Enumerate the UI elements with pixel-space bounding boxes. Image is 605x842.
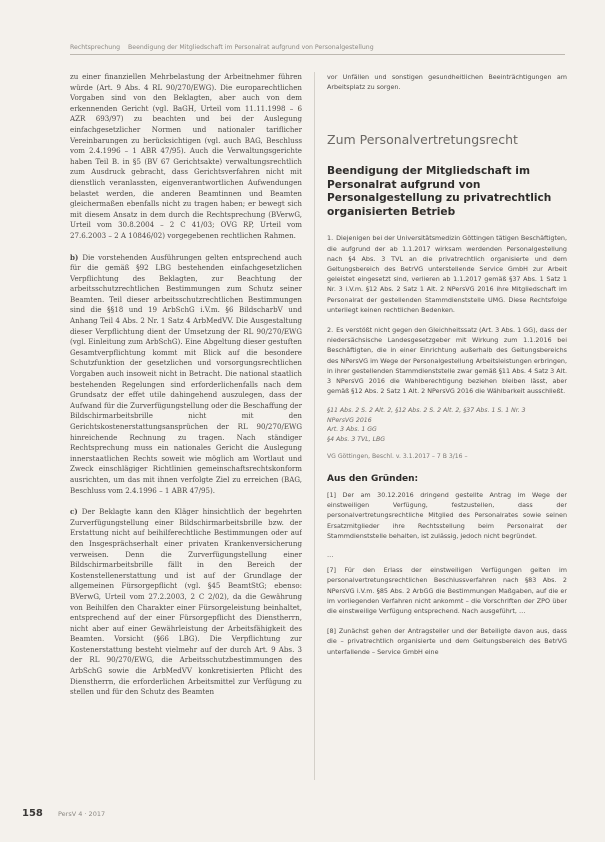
grounds-paragraph-8: [8] Zunächst gehen der Antragsteller und der Beteiligte davon aus, dass die – privatrechtlich organisierte und dem Geltungsbereich des BetrVG unterfallende – Service GmbH eine bbox=[327, 627, 567, 656]
norm-line: NPersVG 2016 bbox=[327, 416, 372, 424]
omission-marker: … bbox=[327, 551, 334, 560]
article-title: Beendigung der Mitgliedschaft im Personalrat aufgrund von Personalgestellung zu privatrechtlich organisierten Betrieb bbox=[327, 165, 552, 218]
left-paragraph-c bbox=[70, 507, 302, 698]
paragraph-label-c: c) bbox=[70, 507, 78, 517]
page-footer bbox=[22, 801, 105, 820]
paragraph-b-text: Die vorstehenden Ausführungen gelten entsprechend auch für die gemäß §92 LBG bestehenden einfachgesetzlichen Verpflichtung des Beklagten, zur Beachtung der arbeitsschutzrechtlichen Bestimmungen zum Schutz seiner Beamten. Teil dieser arbeitsschutzrechtlichen Bestimmungen sind die §§18 und 19 ArbSchG i.V.m. §6 BildscharbV und Anhang Teil 4 Abs. 2 Nr. 1 Satz 4 ArbMedVV. Die Ausgestaltung dieser Verpflichtung dient der Umsetzung der RL 90/270/EWG (vgl. Einleitung zum ArbSchG). Eine Abgeltung dieser gestuften Gesamtverpflichtung kommt mit Blick auf die besondere Schutzfunktion der gesetzlichen und vorsorgungsrechtlichen Vorgaben auch insoweit nicht in Betracht. Die national staatlich bestehenden Regelungen sind erforderlichenfalls nach dem Grundsatz der effet utile dahingehend auszulegen, dass der Aufwand für die Zurverfügungstellung oder die Beschaffung der Bildschirmarbeitsbrille nicht mit den Gerichtskostenerstattungsansprüchen der RL 90/270/EWG hinreichende Rechnung zu tragen. Nach ständiger Rechtsprechung muss ein nationales Gericht die Auslegung innerstaatlichen Rechts soweit wie möglich am Wortlaut und Zweck einschlägiger Richtlinien gemeinschaftsrechtskonform ausrichten, um das mit ihnen verfolgte Ziel zu erreichen (BAG, Beschluss vom 2.4.1996 – 1 ABR 47/95). bbox=[70, 252, 302, 495]
header-title: Beendigung der Mitgliedschaft im Personalrat aufgrund von Personalgestellung bbox=[128, 44, 374, 51]
headnote-1-text: Diejenigen bei der Universitätsmedizin Göttingen tätigen Beschäftigten, die aufgrund der ab 1.1.2017 wirksam werdenden Personalgestellung nach §4 Abs. 3 TVL an die privatrechtlich organisierte und dem Geltungsbereich des BetrVG unterstellende Service GmbH zur Arbeit geleistet eingesetzt sind, verlieren ab 1.1.2017 gemäß §37 Abs. 1 Satz 1 Nr. 3 i.V.m. §12 Abs. 2 Satz 1 Alt. 2 NPersVG 2016 ihre Mitgliedschaft im Personalrat der gestellenden Stammdienststelle UMG. Diese Rechtsfolge unterliegt keinen rechtlichen Bedenken. bbox=[327, 234, 567, 314]
norms-list bbox=[327, 406, 567, 444]
section-title: Zum Personalvertretungsrecht bbox=[327, 132, 518, 148]
column-divider bbox=[314, 72, 315, 780]
header-section: Rechtsprechung bbox=[70, 44, 121, 51]
headnote-2-number: 2. bbox=[327, 326, 334, 335]
grounds-paragraph-1: [1] Der am 30.12.2016 dringend gestellte Antrag im Wege der einstweiligen Verfügung, festzustellen, dass der personalvertretungsrechtliche Mitglied des Personalrates sowie seinen Ersatzmitglieder ihre Rechtsstellung beim Personalrat der Stammdienststelle behalten, ist zulässig, jedoch nicht begründet. bbox=[327, 491, 567, 540]
headnote-2-text: Es verstößt nicht gegen den Gleichheitssatz (Art. 3 Abs. 1 GG), dass der niedersächsische Landesgesetzgeber mit Wirkung zum 1.1.2016 bei Beschäftigten, die in einer Einrichtung außerhalb des Geltungsbereichs des NPersVG im Wege der Personalgestellung Arbeitsleistungen erbringen, in ihrer gestellenden Stammdienststelle zwar gemäß §11 Abs. 4 Satz 3 Alt. 3 NPersVG 2016 die Wahlberechtigung beziehen bleiben lässt, aber gemäß §12 Abs. 2 Satz 1 Alt. 2 NPersVG 2016 die Wählbarkeit ausschließt. bbox=[327, 326, 567, 396]
headnote-1 bbox=[327, 233, 567, 315]
headnote-2 bbox=[327, 325, 567, 396]
right-intro-paragraph: vor Unfällen und sonstigen gesundheitlichen Beeinträchtigungen am Arbeitsplatz zu sorgen. bbox=[327, 73, 567, 92]
norm-line: §11 Abs. 2 S. 2 Alt. 2, §12 Abs. 2 S. 2 Alt. 2, §37 Abs. 1 S. 1 Nr. 3 bbox=[327, 407, 526, 415]
running-header bbox=[70, 44, 565, 51]
page-number: 158 bbox=[22, 808, 43, 819]
left-column bbox=[70, 72, 302, 780]
left-paragraph-b bbox=[70, 253, 302, 497]
headnote-1-number: 1. bbox=[327, 234, 334, 243]
header-rule bbox=[70, 54, 565, 55]
court-citation: VG Göttingen, Beschl. v. 3.1.2017 – 7 B 3/16 – bbox=[327, 453, 468, 461]
norm-line: §4 Abs. 3 TVL, LBG bbox=[327, 435, 386, 443]
journal-issue: PersV 4 · 2017 bbox=[57, 810, 106, 818]
norm-line: Art. 3 Abs. 1 GG bbox=[327, 426, 377, 434]
paragraph-c-text: Der Beklagte kann den Kläger hinsichtlich der begehrten Zurverfügungstellung einer Bildschirmarbeitsbrille bzw. der Erstattung nicht auf beihilferechtliche Bestimmungen oder auf den Insgesprächserhalt einer privaten Krankenversicherung verweisen. Denn die Zurverfügungstellung einer Bildschirmarbeitsbrille fällt in den Bereich der Kostenstellenerstattung und ist auf der Grundlage der allgemeinen Fürsorgepflicht (vgl. §45 BeamtStG; ebenso: BVerwG, Urteil vom 27.2.2003, 2 C 2/02), da die Gewährung von Beihilfen den Charakter einer Fürsorgeleistung beinhaltet, entsprechend auf der einer Fürsorgepflicht des Dienstherrn, nicht aber auf einer Gewährleistung der Arbeitsfähigkeit des Beamten. Vorsicht (§66 LBG). Die Verpflichtung zur Kostenerstattung besteht vielmehr auf der durch Art. 9 Abs. 3 der RL 90/270/EWG, die Arbeitsschutzbestimmungen des ArbSchG sowie die ArbMedVV konkretisierten Pflicht des Dienstherrn, die erforderlichen Arbeitsmittel zur Verfügung zu stellen und für den Schutz des Beamten bbox=[70, 507, 302, 697]
grounds-paragraph-7: [7] Für den Erlass der einstweiligen Verfügungen gelten im personalvertretungsrechtlichen Beschlussverfahren nach §83 Abs. 2 NPersVG i.V.m. §85 Abs. 2 ArbGG die Bestimmungen Maßgaben, auf die er im vorliegenden Verfahren nicht ankommt – die Vorschriften der ZPO über die einstweilige Verfügung entsprechend. Nach ausgeführt, … bbox=[327, 566, 567, 615]
right-column bbox=[327, 72, 567, 780]
left-paragraph-1: zu einer finanziellen Mehrbelastung der Arbeitnehmer führen würde (Art. 9 Abs. 4 RL 90/270/EWG). Die europarechtlichen Vorgaben sind von den Beklagten, aber auch von dem erkennenden Gericht (vgl. BaGH, Urteil vom 11.11.1998 – 6 AZR 693/97) zu beachten und bei der Auslegung einfachgesetzlicher Normen und nationaler tariflicher Vereinbarungen zu berücksichtigen (vgl. auch BAG, Beschluss vom 2.4.1996 – 1 ABR 47/95). Auch die Verwaltungsgerichte haben Teil B. in §5 (BV 67 Gerichtsakte) verwaltungsrechtlich zum Ausdruck gebracht, dass Gerichtsverfahren nicht mit dienstlich veranlassten, eigenverantwortlichen Aufwendungen belastet werden, die anderen Beamtinnen und Beamten gleichermaßen ebenfalls nicht zu tragen haben; er bewegt sich mit diesem Ansatz in dem durch die Rechtsprechung (BVerwG, Urteil vom 30.8.2004 – 2 C 41/03; OVG RP, Urteil vom 27.6.2003 – 2 A 10846/02) vorgegebenen rechtlichen Rahmen. bbox=[70, 72, 302, 240]
grounds-heading: Aus den Gründen: bbox=[327, 474, 419, 485]
paragraph-label-b: b) bbox=[70, 252, 79, 262]
